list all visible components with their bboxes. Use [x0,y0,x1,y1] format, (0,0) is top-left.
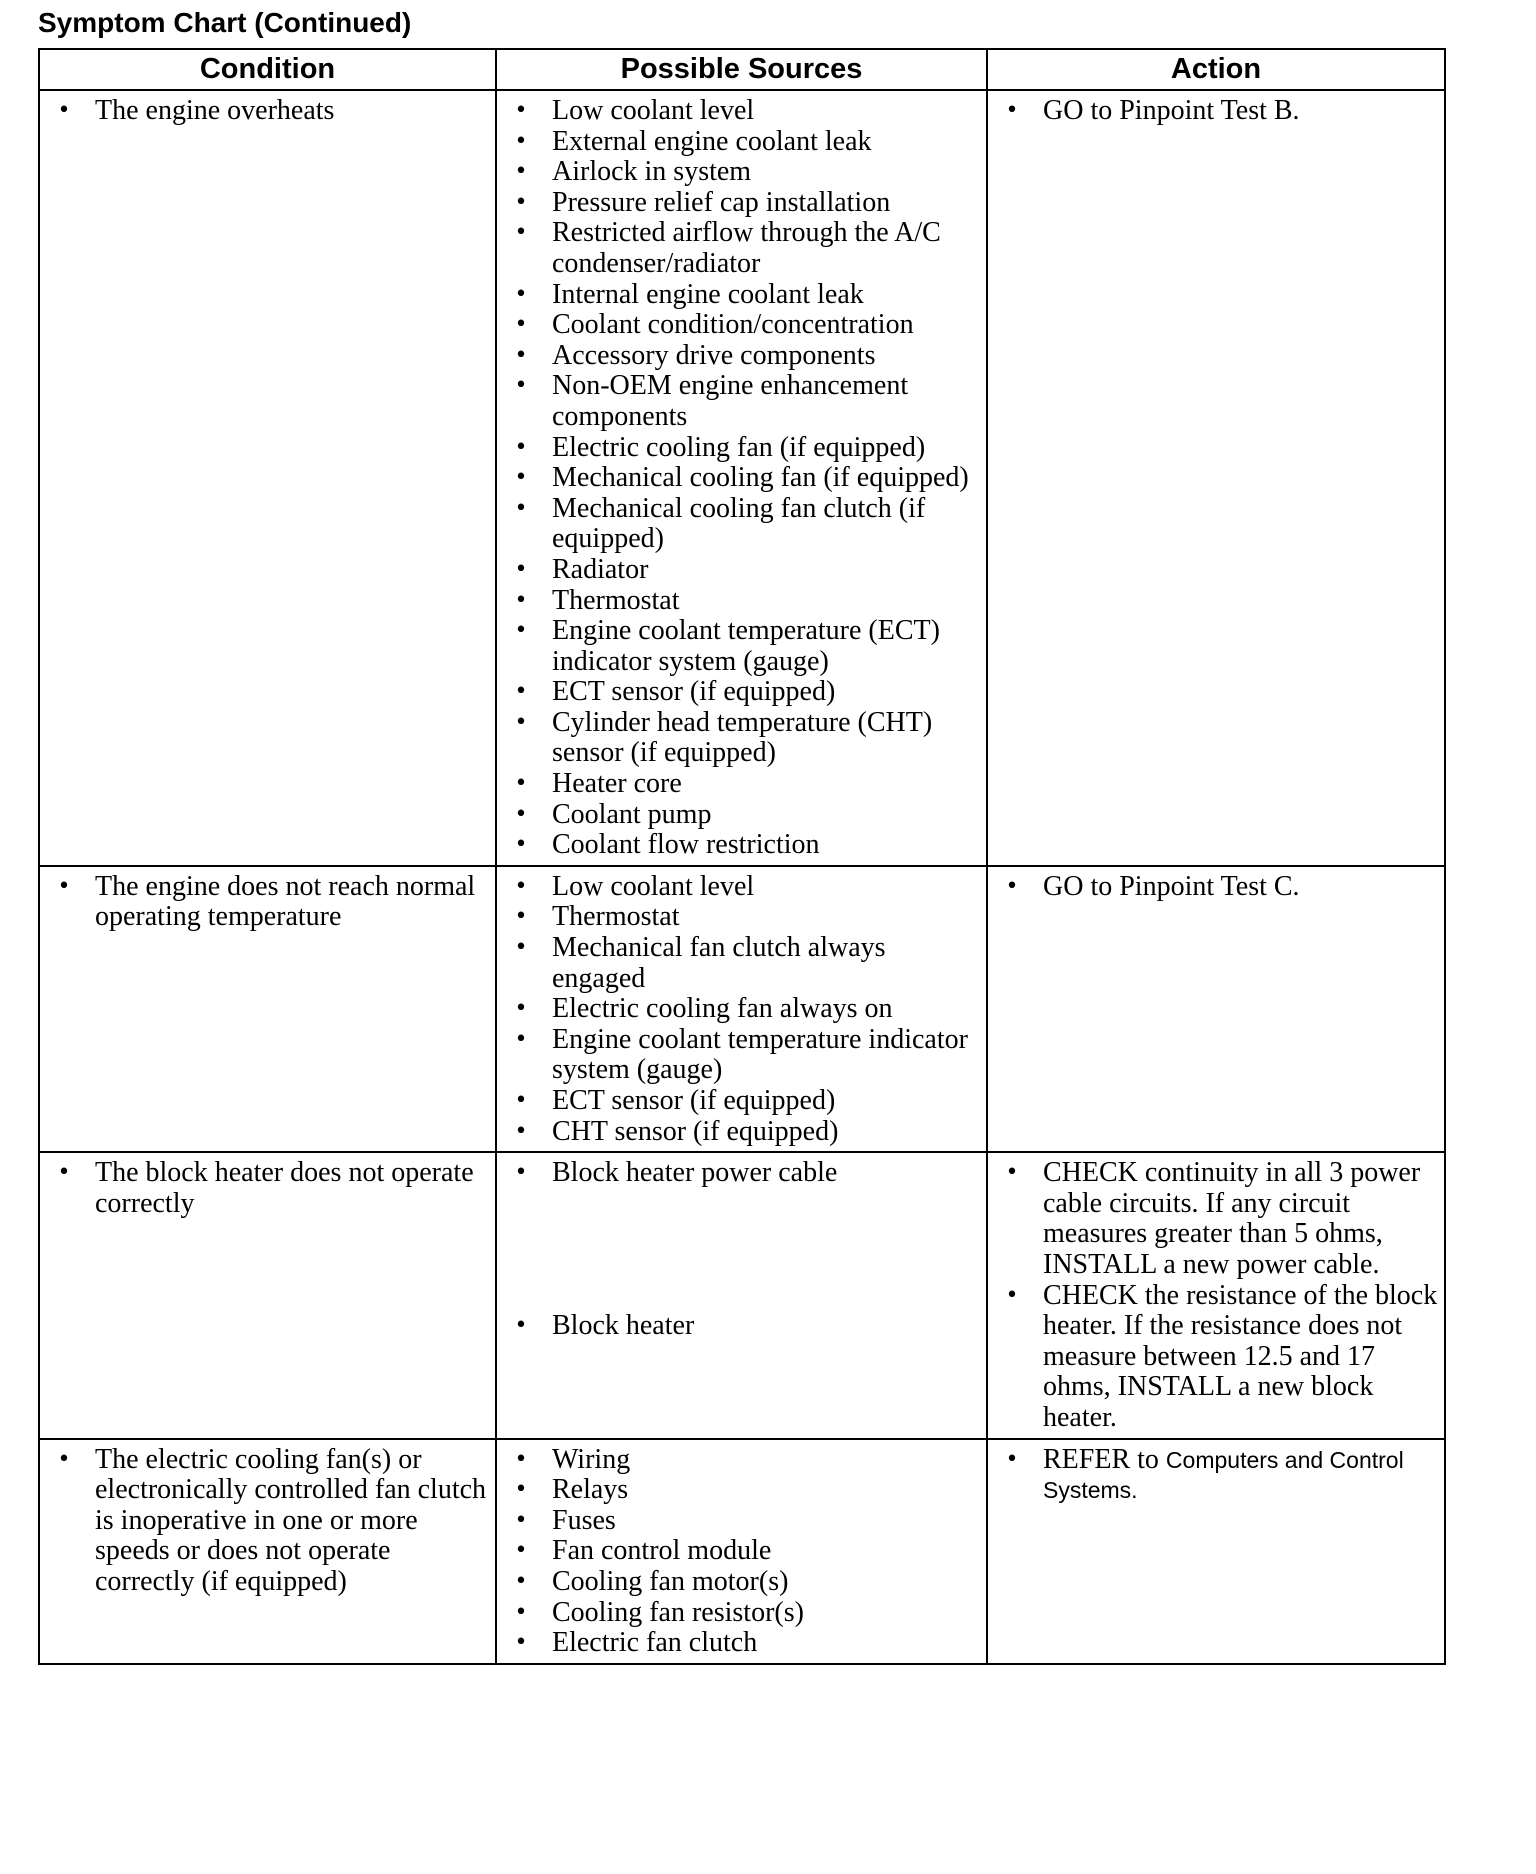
source-text: Non-OEM engine enhancement components [552,370,909,432]
bullet-icon: • [514,1630,528,1656]
bullet-icon: • [514,935,528,961]
list-item [497,341,980,372]
source-text: Internal engine coolant leak [552,278,864,310]
list-item [40,96,489,127]
list-item [497,310,980,341]
bullet-icon: • [514,1599,528,1625]
list-item [497,1628,980,1659]
source-text: Radiator [552,553,649,585]
bullet-icon: • [57,98,71,123]
list-item [497,800,980,831]
list-item [497,371,980,432]
source-text: Block heater power cable [552,1157,838,1189]
source-text: Restricted airflow through the A/C condenser/radiator [552,217,941,279]
sources-cell [496,1152,987,1438]
source-text: ECT sensor (if equipped) [552,676,836,708]
list-item [988,872,1438,903]
bullet-icon: • [514,771,528,797]
action-refer-text: REFER to [1043,1443,1159,1475]
list-item [497,872,980,903]
source-text: CHT sensor (if equipped) [552,1115,839,1147]
condition-text: The electric cooling fan(s) or electronically controlled fan clutch is inoperative in one or more speeds or does not operate correctly (if equipped) [95,1443,487,1597]
source-text: Cylinder head temperature (CHT) sensor (if equipped) [552,706,933,769]
source-text: Block heater [552,1309,695,1341]
list-item [497,555,980,586]
source-text: Electric cooling fan (if equipped) [552,431,926,463]
list-item [497,1536,980,1567]
list-item [497,127,980,158]
bullet-icon: • [514,618,528,644]
bullet-icon: • [514,98,528,123]
action-text: GO to Pinpoint Test B. [1043,95,1300,126]
source-text: Engine coolant temperature (ECT) indicator system (gauge) [552,615,940,677]
action-text: CHECK continuity in all 3 power cable circuits. If any circuit measures greater than 5 ohms, INSTALL a new power cable. [1043,1157,1421,1280]
list-item [497,1117,980,1148]
bullet-icon: • [514,281,528,307]
bullet-icon: • [514,373,528,399]
table-row [39,1439,1445,1664]
condition-text: The engine does not reach normal operating temperature [95,870,476,933]
bullet-icon: • [514,128,528,154]
source-text: Fan control module [552,1535,772,1567]
list-item [988,1158,1438,1280]
table-row [39,90,1445,866]
list-item [497,677,980,708]
bullet-icon: • [514,1446,528,1472]
bullet-icon: • [514,1160,528,1186]
source-text: Mechanical fan clutch always engaged [552,932,886,994]
condition-cell [39,1152,496,1438]
source-text: Thermostat [552,901,680,933]
bullet-icon: • [57,873,71,899]
source-text: Electric cooling fan always on [552,993,893,1025]
bullet-icon: • [1005,873,1019,899]
list-item [988,96,1438,127]
action-text: GO to Pinpoint Test C. [1043,870,1300,902]
source-text: Airlock in system [552,156,752,188]
bullet-icon: • [514,495,528,521]
list-item [40,1445,489,1598]
list-item [497,994,980,1025]
list-item [497,616,980,677]
action-cell [987,90,1445,866]
list-item [497,463,980,494]
list-item [497,1311,980,1342]
source-text: Coolant condition/concentration [552,309,914,341]
source-text: Mechanical cooling fan clutch (if equipped) [552,492,926,555]
list-item [988,1445,1438,1506]
page-title: Symptom Chart (Continued) [38,7,412,38]
bullet-icon: • [514,873,528,899]
source-text: Pressure relief cap installation [552,186,891,218]
list-item [497,708,980,769]
action-cell [987,1152,1445,1438]
condition-cell [39,866,496,1152]
table-row [39,866,1445,1152]
source-text: Cooling fan resistor(s) [552,1596,804,1628]
sources-cell [496,866,987,1152]
bullet-icon: • [514,189,528,215]
list-item [497,188,980,219]
source-text: Cooling fan motor(s) [552,1565,789,1597]
list-item [497,1598,980,1629]
bullet-icon: • [514,1118,528,1144]
source-text: External engine coolant leak [552,125,872,157]
bullet-icon: • [514,832,528,858]
source-text: Low coolant level [552,870,755,902]
bullet-icon: • [514,465,528,491]
list-item [40,872,489,933]
bullet-icon: • [514,996,528,1022]
action-cell [987,866,1445,1152]
table-header-row [39,49,1445,90]
bullet-icon: • [514,1568,528,1594]
bullet-icon: • [514,159,528,185]
list-item [40,1158,489,1219]
source-text: Coolant flow restriction [552,829,820,861]
bullet-icon: • [1005,1282,1019,1308]
bullet-icon: • [514,904,528,930]
source-text: Heater core [552,768,682,800]
list-item [497,586,980,617]
list-item [497,433,980,464]
bullet-icon: • [57,1446,71,1472]
bullet-icon: • [514,679,528,705]
list-item [497,1445,980,1476]
source-text: Engine coolant temperature indicator system (gauge) [552,1023,968,1086]
condition-header: Condition [39,49,496,90]
list-item [497,902,980,933]
bullet-icon: • [57,1160,71,1186]
action-text [1043,1444,1404,1506]
condition-text: The block heater does not operate correctly [95,1157,474,1219]
action-cell [987,1439,1445,1664]
bullet-icon: • [514,342,528,368]
source-text: Fuses [552,1504,616,1536]
condition-cell [39,1439,496,1664]
symptom-chart-table [38,48,1446,1665]
bullet-icon: • [514,1088,528,1113]
bullet-icon: • [1005,98,1019,123]
list-item [497,1086,980,1117]
list-item [497,1506,980,1537]
bullet-icon: • [514,1538,528,1564]
bullet-icon: • [1005,1446,1019,1472]
computers-control-systems-link[interactable]: Computers and Control Systems. [1043,1446,1404,1504]
source-text: Electric fan clutch [552,1627,758,1659]
list-item [497,494,980,555]
source-text: Thermostat [552,584,680,616]
bullet-icon: • [514,434,528,460]
source-text: Low coolant level [552,95,755,126]
list-item [497,1475,980,1506]
source-text: Coolant pump [552,798,712,830]
list-item [497,280,980,311]
bullet-icon: • [514,1507,528,1533]
bullet-icon: • [514,801,528,827]
list-item [497,96,980,127]
action-header: Action [987,49,1445,90]
bullet-icon: • [1005,1160,1019,1186]
list-item [497,218,980,279]
condition-cell [39,90,496,866]
bullet-icon: • [514,220,528,246]
source-text: Mechanical cooling fan (if equipped) [552,462,969,494]
list-item [497,1567,980,1598]
bullet-icon: • [514,709,528,735]
sources-cell [496,1439,987,1664]
list-item [497,933,980,994]
bullet-icon: • [514,556,528,582]
source-text: Accessory drive components [552,339,876,371]
list-item [497,769,980,800]
bullet-icon: • [514,587,528,613]
table-row [39,1152,1445,1438]
condition-text: The engine overheats [95,95,335,126]
action-text: CHECK the resistance of the block heater. If the resistance does not measure between 12.5 and 17 ohms, INSTALL a new block heater. [1043,1279,1438,1433]
list-item [497,157,980,188]
bullet-icon: • [514,1026,528,1052]
source-text: Relays [552,1474,629,1506]
list-item [497,830,980,861]
bullet-icon: • [514,312,528,338]
bullet-icon: • [514,1312,528,1338]
source-text: ECT sensor (if equipped) [552,1085,836,1116]
sources-cell [496,90,987,866]
list-item [497,1158,980,1189]
bullet-icon: • [514,1477,528,1503]
list-item [988,1281,1438,1434]
list-item [497,1025,980,1086]
sources-header: Possible Sources [496,49,987,90]
source-text: Wiring [552,1443,631,1475]
